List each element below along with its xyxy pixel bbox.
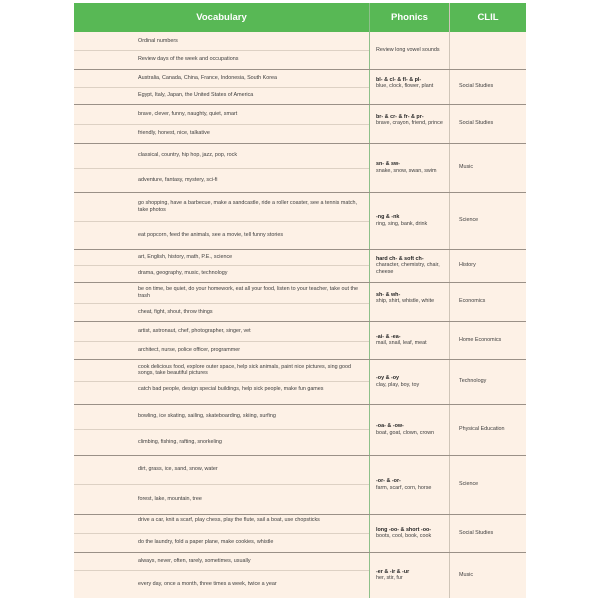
phonics-sound: hard ch- & soft ch- bbox=[376, 255, 424, 262]
phonics-sound: sh- & wh- bbox=[376, 291, 401, 298]
phonics-words: her, stir, fur bbox=[376, 575, 403, 581]
phonics-sound: -er & -ir & -ur bbox=[376, 568, 410, 575]
vocabulary-cell: always, never, often, rarely, sometimes, usually bbox=[138, 557, 251, 564]
vocabulary-cell: eat popcorn, feed the animals, see a movie, tell funny stories bbox=[138, 231, 284, 238]
vocabulary-cell: friendly, honest, nice, talkative bbox=[138, 130, 210, 137]
phonics-words: ship, shirt, whistle, white bbox=[376, 298, 435, 305]
clil-cell: Economics bbox=[459, 298, 486, 305]
phonics-words: mail, snail, leaf, meat bbox=[376, 340, 427, 346]
vocabulary-cell: Australia, Canada, China, France, Indonesia, South Korea bbox=[138, 74, 278, 81]
phonics-words: character, chemistry, chair, cheese bbox=[376, 262, 440, 275]
phonics-sound: sn- & sw- bbox=[376, 161, 400, 168]
vocabulary-cell: classical, country, hip hop, jazz, pop, rock bbox=[138, 152, 238, 159]
vocabulary-cell: architect, nurse, police officer, programmer bbox=[138, 346, 241, 353]
row-divider bbox=[74, 341, 369, 342]
vocabulary-cell: catch bad people, design special buildings, help sick people, make fun games bbox=[138, 386, 324, 393]
phonics-cell bbox=[376, 47, 448, 53]
phonics-cell bbox=[376, 256, 448, 275]
phonics-sound: -oa- & -ow- bbox=[376, 423, 404, 430]
group-divider bbox=[74, 104, 526, 105]
clil-cell: History bbox=[459, 262, 476, 269]
column-divider bbox=[449, 3, 450, 598]
phonics-cell bbox=[376, 77, 448, 90]
clil-cell: Physical Education bbox=[459, 426, 505, 433]
phonics-cell bbox=[376, 114, 448, 127]
phonics-cell bbox=[376, 214, 448, 227]
syllabus-table bbox=[74, 3, 526, 598]
phonics-cell bbox=[376, 569, 448, 582]
row-divider bbox=[74, 87, 369, 88]
phonics-words: Review long vowel sounds bbox=[376, 47, 440, 54]
group-divider bbox=[74, 321, 526, 322]
phonics-words: boots, cool, book, cook bbox=[376, 533, 432, 539]
vocabulary-header: Vocabulary bbox=[196, 12, 247, 23]
clil-cell: Music bbox=[459, 571, 474, 578]
phonics-cell bbox=[376, 334, 448, 347]
row-divider bbox=[74, 221, 369, 222]
group-divider bbox=[74, 514, 526, 515]
row-divider bbox=[74, 168, 369, 169]
phonics-words: farm, scarf, corn, horse bbox=[376, 484, 432, 491]
vocabulary-cell: artist, astronaut, chef, photographer, singer, vet bbox=[138, 327, 251, 334]
group-divider bbox=[74, 359, 526, 360]
row-divider bbox=[74, 570, 369, 571]
group-divider bbox=[74, 192, 526, 193]
group-divider bbox=[74, 282, 526, 283]
phonics-words: blue, clock, flower, plant bbox=[376, 83, 434, 90]
vocabulary-cell: cheat, fight, shout, throw things bbox=[138, 308, 213, 315]
clil-cell: Science bbox=[459, 481, 479, 488]
clil-header: CLIL bbox=[477, 12, 499, 23]
vocabulary-cell: Review days of the week and occupations bbox=[138, 56, 239, 63]
phonics-cell bbox=[376, 161, 448, 174]
vocabulary-cell: be on time, be quiet, do your homework, eat all your food, listen to your teacher, take out the trash bbox=[138, 286, 358, 299]
group-divider bbox=[74, 249, 526, 250]
vocabulary-cell: brave, clever, funny, naughty, quiet, smart bbox=[138, 110, 238, 117]
phonics-sound: br- & cr- & fr- & pr- bbox=[376, 113, 424, 120]
clil-cell: Social Studies bbox=[459, 529, 494, 536]
vocabulary-cell: dirt, grass, ice, sand, snow, water bbox=[138, 466, 218, 473]
phonics-sound: -oy & -oy bbox=[376, 375, 400, 382]
column-divider bbox=[369, 3, 370, 598]
phonics-sound: long -oo- & short -oo- bbox=[376, 526, 432, 533]
clil-cell: Technology bbox=[459, 378, 487, 385]
group-divider bbox=[74, 552, 526, 553]
phonics-words: clay, play, boy, toy bbox=[376, 381, 420, 388]
vocabulary-cell: forest, lake, mountain, tree bbox=[138, 495, 202, 502]
vocabulary-cell: drive a car, knit a scarf, play chess, play the flute, sail a boat, use chopsticks bbox=[138, 517, 320, 524]
vocabulary-cell: do the laundry, fold a paper plane, make cookies, whistle bbox=[138, 539, 274, 546]
group-divider bbox=[74, 455, 526, 456]
vocabulary-cell: adventure, fantasy, mystery, sci-fi bbox=[138, 176, 218, 183]
group-divider bbox=[74, 143, 526, 144]
phonics-cell bbox=[376, 375, 448, 388]
clil-cell: Science bbox=[459, 217, 479, 224]
row-divider bbox=[74, 484, 369, 485]
vocabulary-cell: drama, geography, music, technology bbox=[138, 270, 228, 277]
vocabulary-cell: art, English, history, math, P.E., science bbox=[138, 253, 233, 260]
clil-cell: Social Studies bbox=[459, 120, 494, 127]
phonics-words: brave, crayon, friend, prince bbox=[376, 120, 443, 127]
vocabulary-cell: climbing, fishing, rafting, snorkeling bbox=[138, 438, 222, 445]
phonics-header: Phonics bbox=[391, 12, 428, 23]
phonics-sound: -ai- & -ea- bbox=[376, 333, 401, 340]
phonics-sound: -ng & -nk bbox=[376, 214, 400, 221]
row-divider bbox=[74, 124, 369, 125]
phonics-cell bbox=[376, 292, 448, 305]
phonics-cell bbox=[376, 527, 448, 540]
clil-cell: Social Studies bbox=[459, 83, 494, 90]
phonics-words: boat, goat, clown, crown bbox=[376, 429, 435, 436]
vocabulary-cell: every day, once a month, three times a week, twice a year bbox=[138, 580, 277, 587]
phonics-words: snake, snow, swan, swim bbox=[376, 167, 437, 174]
row-divider bbox=[74, 50, 369, 51]
row-divider bbox=[74, 429, 369, 430]
phonics-cell bbox=[376, 478, 448, 491]
phonics-sound: bl- & cl- & fl- & pl- bbox=[376, 76, 422, 83]
vocabulary-cell: Egypt, Italy, Japan, the United States of America bbox=[138, 92, 254, 99]
row-divider bbox=[74, 381, 369, 382]
vocabulary-cell: go shopping, have a barbecue, make a sandcastle, ride a roller coaster, see a tennis match, take photos bbox=[138, 200, 358, 213]
clil-cell: Home Economics bbox=[459, 336, 502, 343]
vocabulary-cell: Ordinal numbers bbox=[138, 37, 178, 44]
phonics-sound: -or- & -or- bbox=[376, 478, 401, 485]
phonics-cell bbox=[376, 423, 448, 436]
row-divider bbox=[74, 303, 369, 304]
vocabulary-cell: bowling, ice skating, sailing, skateboarding, skiing, surfing bbox=[138, 413, 276, 420]
group-divider bbox=[74, 69, 526, 70]
row-divider bbox=[74, 265, 369, 266]
vocabulary-cell: cook delicious food, explore outer space, help sick animals, paint nice pictures, sing good songs, take beautiful pictures bbox=[138, 363, 352, 376]
phonics-words: ring, sing, bank, drink bbox=[376, 220, 428, 227]
group-divider bbox=[74, 404, 526, 405]
clil-cell: Music bbox=[459, 164, 474, 171]
row-divider bbox=[74, 533, 369, 534]
